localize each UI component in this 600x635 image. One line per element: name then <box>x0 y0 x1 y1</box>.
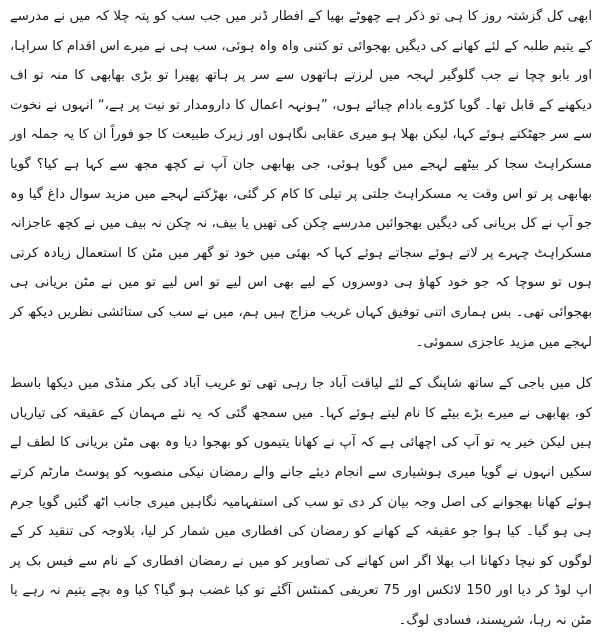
paragraph-second: کل میں باجی کے ساتھ شاپنگ کے لئے لیاقت آباد جا رہی تھی تو غریب آباد کی بکر منڈی میں دیکھا باسط کو، بھابھی نے میرے بڑے بیٹے کا نام لیتے ہوئے کہا۔ میں سمجھ گئی کہ یہ نئے مہمان کے عقیقہ کی تیاریاں ہیں لیکن خیر یہ تو آپ کی اچھائی ہے کہ آپ نے کھانا یتیموں کو بھجوا دیا وہ بھی مٹن بریانی کا لطف لے سکیں انہوں نے گویا میری ہوشیاری سے انجام دیئے جانے والے رمضان نیکی منصوبہ کو پوسٹ مارٹم کرتے ہوئے کھانا بھجوانے کی اصل وجہ بیان کر دی تو سب کی استفہامیہ نگاہیں میری جانب اٹھ گئیں گویا جرم ہی ہو گیا۔ کیا ہوا جو عقیقہ کے کھانے کو رمضان کی افطاری میں شمار کر لیا، بلاوجہ کی تنقید کر کے لوگوں کو نیچا دکھانا اب بھلا اگر اس کھانے کی تصاویر کو میں نے رمضان افطاری کے نام سے فیس بک پر اپ لوڈ کر دیا اور 150 لائکس اور 75 تعریفی کمنٹس آگئے تو کیا غضب ہو گیا؟ کیا وہ بچے یتیم نہ رہے یا مٹن نہ رہا، شرپسند، فسادی لوگ۔ <box>10 376 593 628</box>
paragraph-first: ابھی کل گزشتہ روز کا ہی تو ذکر ہے چھوٹے بھیا کے افطار ڈنر میں جب سب کو پتہ چلا کہ میں نے مدرسے کے یتیم طلبہ کے لئے کھانے کی دیگیں بھجوائی تو کتنی واہ واہ ہوئی، سب ہی نے میرے اس اقدام کا سراہا، اور بابو چچا نے جب گلوگیر لہجہ میں لرزتے ہاتھوں سے سر پر ہاتھ پھیرا تو بڑی بھابھی کا منہ تو اف دیکھنے کے قابل تھا۔ گویا کڑوے بادام چبائے ہوں، ”ہونہہ اعمال کا دارومدار تو نیت پر ہے،“ انہوں نے نخوت سے سر جھٹکتے ہوئے کہا، لیکن بھلا ہو میری عقابی نگاہوں اور زیرک طبیعت کا جو فوراً ان کا یہ جملہ اور مسکراہٹ سجا کر بیٹھے لہجے میں گویا ہوئی، جی بھابھی جان آپ نے کچھ مجھ سے کہا ہے کیا؟ گویا بھابھی پر تو اس وقت یہ مسکراہٹ جلتی پر تیلی کا کام کر گئی، بھڑکتے لہجے میں مزید سوال داغ گیا وہ جو آپ نے کل بریانی کی دیگیں بھجوائیں مدرسے چکن کی تھیں یا بیف، نہ چکن نہ بیف میں نے کچھ عاجزانہ مسکراہٹ چہرے پر لاتے ہوئے سجاتے ہوئے کہا کہ بھئی میں خود تو گھر میں مٹن کا استعمال زیادہ کرتی ہوں تو سوچا کہ جو خود کھاؤ ہی دوسروں کے لیے بھی اس لیے تو اس لیے تو میں نے مٹن بریانی ہی بھجوائی تھی۔ بس ہماری اتنی توفیق کہاں غریب مزاج ہیں ہم، میں نے سب کی ستائشی نظریں دیکھ کر لہجے میں مزید عاجزی سموئی۔ <box>10 9 592 350</box>
